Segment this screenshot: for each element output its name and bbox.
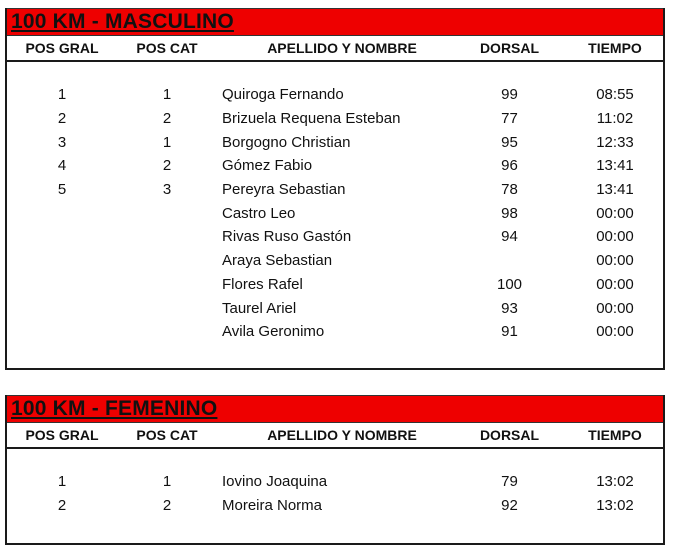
table-row [7, 225, 663, 249]
cell-tiempo: 00:00 [596, 204, 634, 222]
cell-dorsal: 78 [501, 181, 518, 199]
table-body [7, 62, 663, 344]
cell-name: Araya Sebastian [222, 252, 333, 270]
cell-dorsal: 77 [501, 110, 518, 128]
cell-pos-cat: 1 [162, 133, 172, 151]
table-row [7, 320, 663, 344]
cell-pos-cat: 3 [162, 181, 172, 199]
results-table-femenino [5, 395, 665, 545]
section-title: 100 KM - FEMENINO [11, 397, 218, 420]
table-row [7, 154, 663, 178]
cell-tiempo: 00:00 [596, 323, 634, 341]
table-row [7, 201, 663, 225]
cell-name: Borgogno Christian [222, 133, 351, 151]
section-title-bar [7, 395, 663, 423]
cell-name: Avila Geronimo [222, 323, 325, 341]
cell-dorsal: 98 [501, 204, 518, 222]
cell-tiempo: 00:00 [596, 252, 634, 270]
cell-tiempo: 13:41 [596, 181, 634, 199]
cell-name: Taurel Ariel [222, 299, 297, 317]
cell-dorsal: 92 [501, 497, 518, 515]
table-header-row [7, 423, 663, 449]
cell-pos-gral: 1 [57, 86, 67, 104]
cell-name: Iovino Joaquina [222, 473, 328, 491]
cell-name: Moreira Norma [222, 497, 323, 515]
header-pos-gral: POS GRAL [25, 427, 99, 443]
cell-pos-gral: 3 [57, 133, 67, 151]
table-row [7, 273, 663, 297]
table-row [7, 130, 663, 154]
cell-dorsal: 95 [501, 133, 518, 151]
table-row [7, 296, 663, 320]
header-name: APELLIDO Y NOMBRE [267, 40, 417, 56]
table-body [7, 449, 663, 517]
cell-dorsal: 93 [501, 299, 518, 317]
cell-tiempo: 08:55 [596, 86, 634, 104]
cell-name: Castro Leo [222, 204, 296, 222]
header-dorsal: DORSAL [479, 40, 540, 56]
cell-pos-gral: 1 [57, 473, 67, 491]
cell-pos-gral: 2 [57, 110, 67, 128]
cell-dorsal: 100 [496, 275, 523, 293]
header-tiempo: TIEMPO [588, 40, 642, 56]
cell-pos-cat: 2 [162, 110, 172, 128]
cell-tiempo: 00:00 [596, 275, 634, 293]
cell-name: Flores Rafel [222, 275, 303, 293]
cell-tiempo: 00:00 [596, 299, 634, 317]
cell-dorsal: 99 [501, 86, 518, 104]
cell-name: Gómez Fabio [222, 157, 313, 175]
table-row [7, 107, 663, 131]
cell-pos-cat: 1 [162, 86, 172, 104]
cell-tiempo: 13:02 [596, 473, 634, 491]
table-row [7, 470, 663, 494]
header-tiempo: TIEMPO [588, 427, 642, 443]
header-pos-cat: POS CAT [136, 427, 198, 443]
cell-pos-gral: 5 [57, 181, 67, 199]
cell-tiempo: 13:41 [596, 157, 634, 175]
cell-dorsal: 79 [501, 473, 518, 491]
header-pos-gral: POS GRAL [25, 40, 99, 56]
table-row [7, 178, 663, 202]
table-row [7, 249, 663, 273]
table-header-row [7, 36, 663, 62]
header-name: APELLIDO Y NOMBRE [267, 427, 417, 443]
header-dorsal: DORSAL [479, 427, 540, 443]
cell-tiempo: 11:02 [596, 110, 634, 128]
cell-pos-cat: 1 [162, 473, 172, 491]
cell-name: Rivas Ruso Gastón [222, 228, 352, 246]
cell-pos-gral: 4 [57, 157, 67, 175]
cell-name: Quiroga Fernando [222, 86, 344, 104]
cell-tiempo: 13:02 [596, 497, 634, 515]
header-pos-cat: POS CAT [136, 40, 198, 56]
cell-pos-gral: 2 [57, 497, 67, 515]
cell-dorsal: 94 [501, 228, 518, 246]
cell-tiempo: 00:00 [596, 228, 634, 246]
section-title-bar [7, 8, 663, 36]
cell-tiempo: 12:33 [596, 133, 634, 151]
table-row [7, 83, 663, 107]
results-table-masculino [5, 8, 665, 370]
cell-pos-cat: 2 [162, 497, 172, 515]
table-row [7, 494, 663, 518]
cell-pos-cat: 2 [162, 157, 172, 175]
section-title: 100 KM - MASCULINO [11, 10, 234, 33]
cell-name: Pereyra Sebastian [222, 181, 346, 199]
cell-dorsal: 91 [501, 323, 518, 341]
cell-name: Brizuela Requena Esteban [222, 110, 401, 128]
cell-dorsal: 96 [501, 157, 518, 175]
